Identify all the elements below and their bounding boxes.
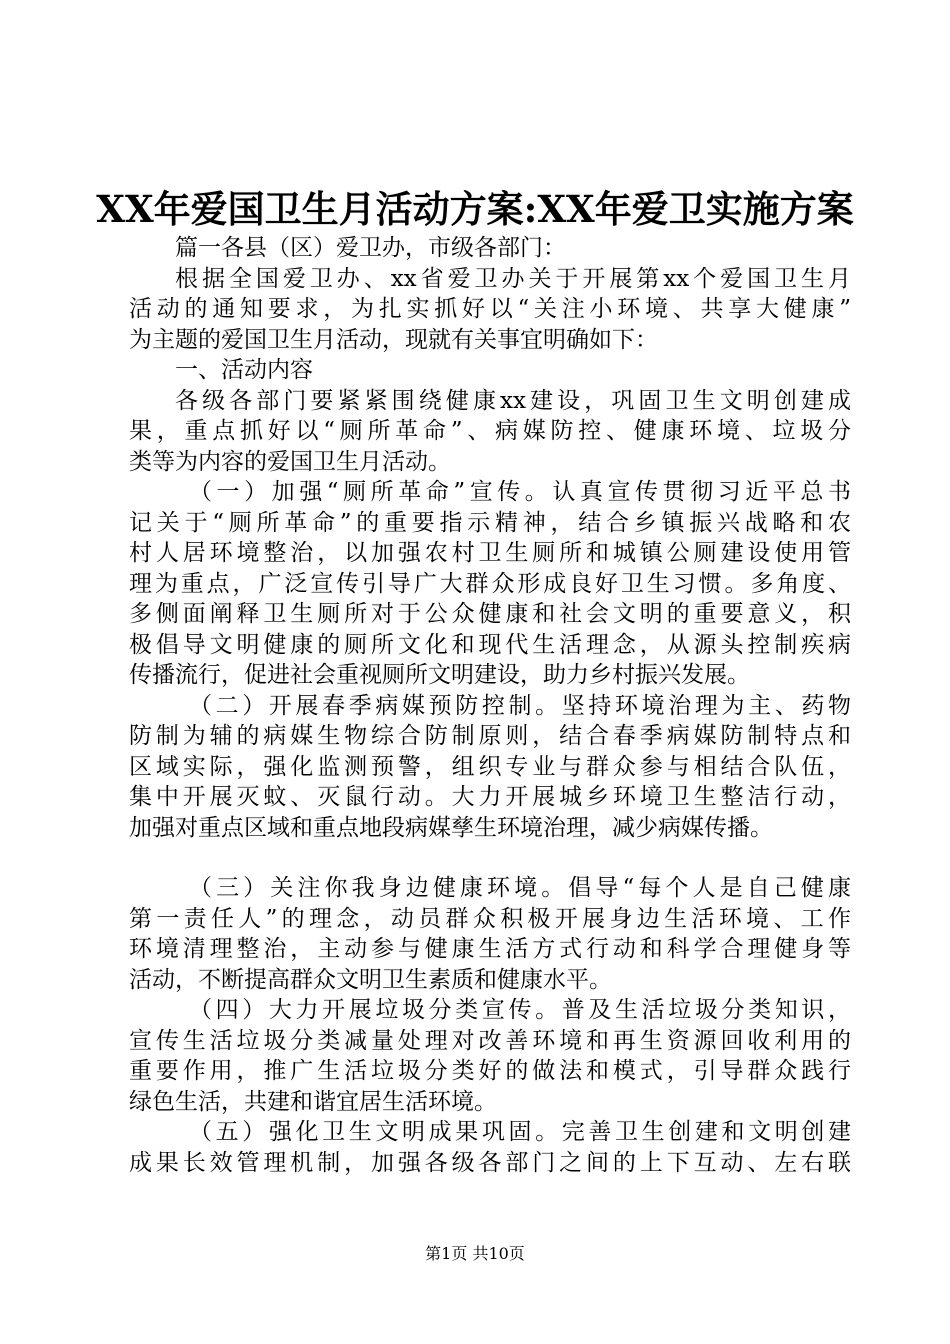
paragraph-line: （五）强化卫生文明成果巩固。完善卫生创建和文明创建: [189, 1119, 851, 1145]
paragraph-line: （二）开展春季病媒预防控制。坚持环境治理为主、药物: [189, 692, 851, 719]
paragraph-line: （一）加强“厕所革命”宣传。认真宣传贯彻习近平总书: [189, 479, 851, 505]
paragraph-line: 村人居环境整治，以加强农村卫生厕所和城镇公厕建设使用管: [129, 540, 851, 566]
paragraph-line: 篇一各县（区）爱卫办，市级各部门：: [175, 235, 566, 261]
paragraph-line: 第一责任人”的理念，动员群众积极开展身边生活环境、工作: [129, 905, 851, 932]
paragraph-line: 理为重点，广泛宣传引导广大群众形成良好卫生习惯。多角度、: [129, 570, 851, 597]
paragraph-line: 环境清理整治，主动参与健康生活方式行动和科学合理健身等: [129, 936, 851, 962]
paragraph-line: 各级各部门要紧紧围绕健康xx建设，巩固卫生文明创建成: [175, 387, 851, 414]
paragraph-line: （三）关注你我身边健康环境。倡导“每个人是自己健康: [189, 875, 851, 901]
paragraph-line: 果，重点抓好以“厕所革命”、病媒防控、健康环境、垃圾分: [129, 418, 851, 444]
paragraph-line: 防制为辅的病媒生物综合防制原则，结合春季病媒防制特点和: [129, 723, 851, 749]
paragraph-line: 活动，不断提高群众文明卫生素质和健康水平。: [129, 966, 612, 993]
paragraph-line: 活动的通知要求，为扎实抓好以“关注小环境、共享大健康”: [129, 296, 851, 322]
paragraph-line: 绿色生活，共建和谐宜居生活环境。: [129, 1088, 497, 1115]
paragraph-line: 极倡导文明健康的厕所文化和现代生活理念，从源头控制疾病: [129, 631, 851, 658]
paragraph-line: 记关于“厕所革命”的重要指示精神，结合乡镇振兴战略和农: [129, 509, 851, 536]
paragraph-line: 区域实际，强化监测预警，组织专业与群众参与相结合队伍，: [129, 753, 851, 780]
paragraph-line: 一、活动内容: [175, 357, 313, 383]
paragraph-line: 为主题的爱国卫生月活动，现就有关事宜明确如下：: [129, 326, 658, 353]
paragraph-line: 重要作用，推广生活垃圾分类好的做法和模式，引导群众践行: [129, 1058, 851, 1084]
document-title: XX年爱国卫生月活动方案:XX年爱卫实施方案: [96, 187, 854, 231]
document-body: [129, 233, 851, 1178]
blank-line: [129, 843, 851, 873]
paragraph-line: 加强对重点区域和重点地段病媒孳生环境治理，减少病媒传播。: [129, 814, 773, 841]
paragraph-line: （四）大力开展垃圾分类宣传。普及生活垃圾分类知识，: [189, 997, 851, 1023]
paragraph-line: 宣传生活垃圾分类减量处理对改善环境和再生资源回收利用的: [129, 1027, 851, 1054]
paragraph-line: 根据全国爱卫办、xx省爱卫办关于开展第xx个爱国卫生月: [175, 265, 851, 292]
paragraph-line: 类等为内容的爱国卫生月活动。: [129, 448, 451, 475]
paragraph-line: 集中开展灭蚊、灭鼠行动。大力开展城乡环境卫生整洁行动，: [129, 784, 851, 810]
page-footer: 第1页 共10页: [425, 1244, 525, 1263]
paragraph-line: 传播流行，促进社会重视厕所文明建设，助力乡村振兴发展。: [129, 662, 750, 688]
paragraph-line: 多侧面阐释卫生厕所对于公众健康和社会文明的重要意义，积: [129, 601, 851, 627]
paragraph-line: 成果长效管理机制，加强各级各部门之间的上下互动、左右联: [129, 1149, 851, 1176]
